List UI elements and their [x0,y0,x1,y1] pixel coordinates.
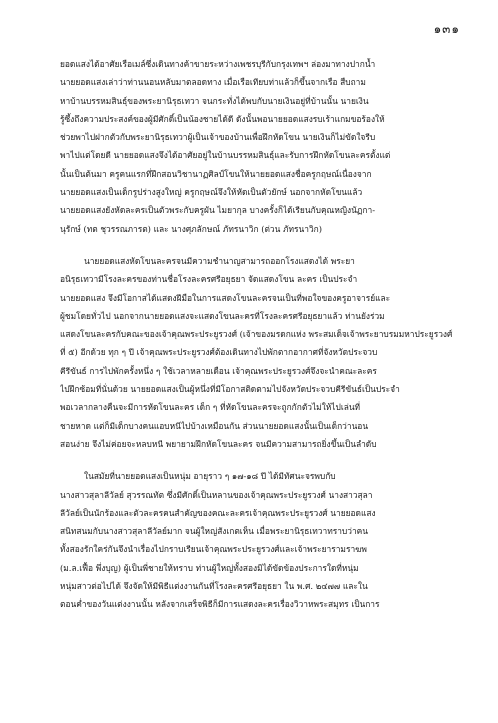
text-line: ในสมัยที่นายยอดแสงเป็นหนุ่ม อายุราว ๆ ๑๗-๑๘ ปี ได้มีทัศนะจรพบกับ [84,471,336,482]
text-line: นายยอดแสงเป็นเด็กรูปร่างสูงใหญ่ ครูกฤษณ์จึงให้หัดเป็นตัวยักษ์ นอกจากหัดโขนแล้ว [60,187,363,198]
text-line: ตอนค่ำของวันแต่งงานนั้น หลังจากเสร็จพิธีก็มีการแสดงละครเรื่องวิวาหพระสมุทร เป็นการ [60,599,380,610]
text-line: คีรีขันธ์ การไปพักครั้งหนึ่ง ๆ ใช้เวลาหลายเดือน เจ้าคุณพระประยูรวงศ์จึงจะนำคณะละคร [60,365,377,376]
text-line: ลีวัลย์เป็นนักร้องและตัวละครคนสำคัญของคณะละครเจ้าคุณพระประยูรวงศ์ นายยอดแสง [60,507,376,518]
text-line: สอนง่าย จึงไม่ค่อยจะหลบหนี พยายามฝึกหัดโขนละคร จนมีความสามารถยิ่งขึ้นเป็นลำดับ [60,438,377,449]
text-line: นายยอดแสง จึงมีโอกาสได้แสดงฝีมือในการแสดงโขนละครจนเป็นที่พอใจของครูอาจารย์และ [60,292,391,303]
paragraph-3 [60,467,464,613]
text-line: สนิทสนมกับนางสาวสุลาลีวัลย์มาก จนผู้ใหญ่สังเกตเห็น เมื่อพระยานิรุธเทวาทราบว่าคน [60,526,368,537]
text-line: ไปฝึกซ้อมที่นั่นด้วย นายยอดแสงเป็นผู้หนึ่งที่มีโอกาสติดตามไปจังหวัดประจวบคีรีขันธ์เป็นประจำ [60,384,400,395]
text-line: ช่วยพาไปฝากตัวกับพระยานิรุธเทวาผู้เป็นเจ้าของบ้านเพื่อฝึกหัดโขน นายเงินก็ไม่ขัดใจรีบ [60,132,376,143]
text-line: หาบ้านบรรหมสินธุ์ของพระยานิรุธเทวา จนกระทั่งได้พบกับนายเงินอยู่ที่บ้านนั้น นายเงิน [60,95,369,106]
page-number: ๑๓๑ [433,22,460,36]
text-line: ยอดแสงได้อาศัยเรือเมล์ซึ่งเดินทางค้าขายระหว่างเพชรบุรีกับกรุงเทพฯ ล่องมาทางปากน้ำ [60,59,376,69]
text-line: นางสาวสุลาลีวัลย์ สุวรรณทัต ซึ่งมีศักดิ์เป็นหลานของเจ้าคุณพระประยูรวงศ์ นางสาวสุลา [60,489,373,500]
text-line: ชายหาด แต่ก็มีเด็กบางคนแอบหนีไปบ้างเหมือนกัน ส่วนนายยอดแสงนั้นเป็นเด็กว่านอน [60,420,369,431]
text-line: พอเวลากลางคืนจะมีการหัดโขนละคร เด็ก ๆ ที่หัดโขนละครจะถูกกักตัวไม่ให้ไปเล่นที่ [60,402,361,413]
text-line: นั้นเป็นต้นมา ครูคนแรกที่ฝึกสอนวิชานาฏศิลป์โขนให้นายยอดแสงชื่อครูกฤษณ์เนื่องจาก [60,168,372,179]
paragraph-1 [60,55,464,238]
text-line: นุรักษ์ (ทต ชุวรรณภารต) และ นางศุภลักษณ์ ภัทรนาวิก (ต่วน ภัทรนาวิก) [60,223,323,234]
text-line: แสดงโขนละครกับคณะของเจ้าคุณพระประยูรวงศ์ (เจ้าของมรดกแห่ง พระสมเด็จเจ้าพระยาบรมมหาประยูรวงศ์ [60,329,453,340]
text-line: ผู้ชมโดยทั่วไป นอกจากนายยอดแสงจะแสดงโขนละครที่โรงละครศรีอยุธยาแล้ว ท่านยังร่วม [60,310,385,321]
text-line: รู้ซึ้งถึงความประสงค์ของผู้มีศักดิ์เป็นน้องชายได้ดี ดังนั้นพอนายยอดแสงรบเร้าแกมขอร้องให้ [60,113,385,124]
text-line: หนุ่มสาวต่อไปได้ จึงจัดให้มีพิธีแต่งงานกันที่โรงละครศรีอยุธยา ใน พ.ศ. ๒๔๗๗ และใน [60,581,368,592]
text-line: นายยอดแสงยังหัดละครเป็นตัวพระกับครูผัน ไมยากุล บางครั้งก็ได้เรียนกับคุณหญิงนัฏกา- [60,205,376,216]
text-line: พาไปแต่โดยดี นายยอดแสงจึงได้อาศัยอยู่ในบ้านบรรหมสินธุ์และรับการฝึกหัดโขนละครตั้งแต่ [60,150,391,161]
text-line: อนิรุธเทวามีโรงละครของท่านชื่อโรงละครศรีอยุธยา จัดแสดงโขน ละคร เป็นประจำ [60,274,358,285]
text-line: ทั้งสองรักใคร่กันจึงนำเรื่องไปกราบเรียนเจ้าคุณพระประยูรวงศ์และเจ้าพระยารามราฆพ [60,544,367,555]
paragraph-2 [60,252,464,453]
text-line: นายยอดแสงหัดโขนละครจนมีความชำนาญสามารถออกโรงแสดงได้ พระยา [84,255,355,266]
text-line: (ม.ล.เฟื้อ พึ่งบุญ) ผู้เป็นพี่ชายให้ทราบ ท่านผู้ใหญ่ทั้งสองมิได้ขัดข้องประการใดที่หนุ่ม [60,562,359,573]
text-line: ที่ ๕) อีกด้วย ทุก ๆ ปี เจ้าคุณพระประยูรวงศ์ต้องเดินทางไปพักตากอากาศที่จังหวัดประจวบ [60,347,378,358]
text-line: นายยอดแสงเล่าว่าท่านนอนหลับมาตลอดทาง เมื่อเรือเทียบท่าแล้วก็ขึ้นจากเรือ สืบถาม [60,77,366,88]
